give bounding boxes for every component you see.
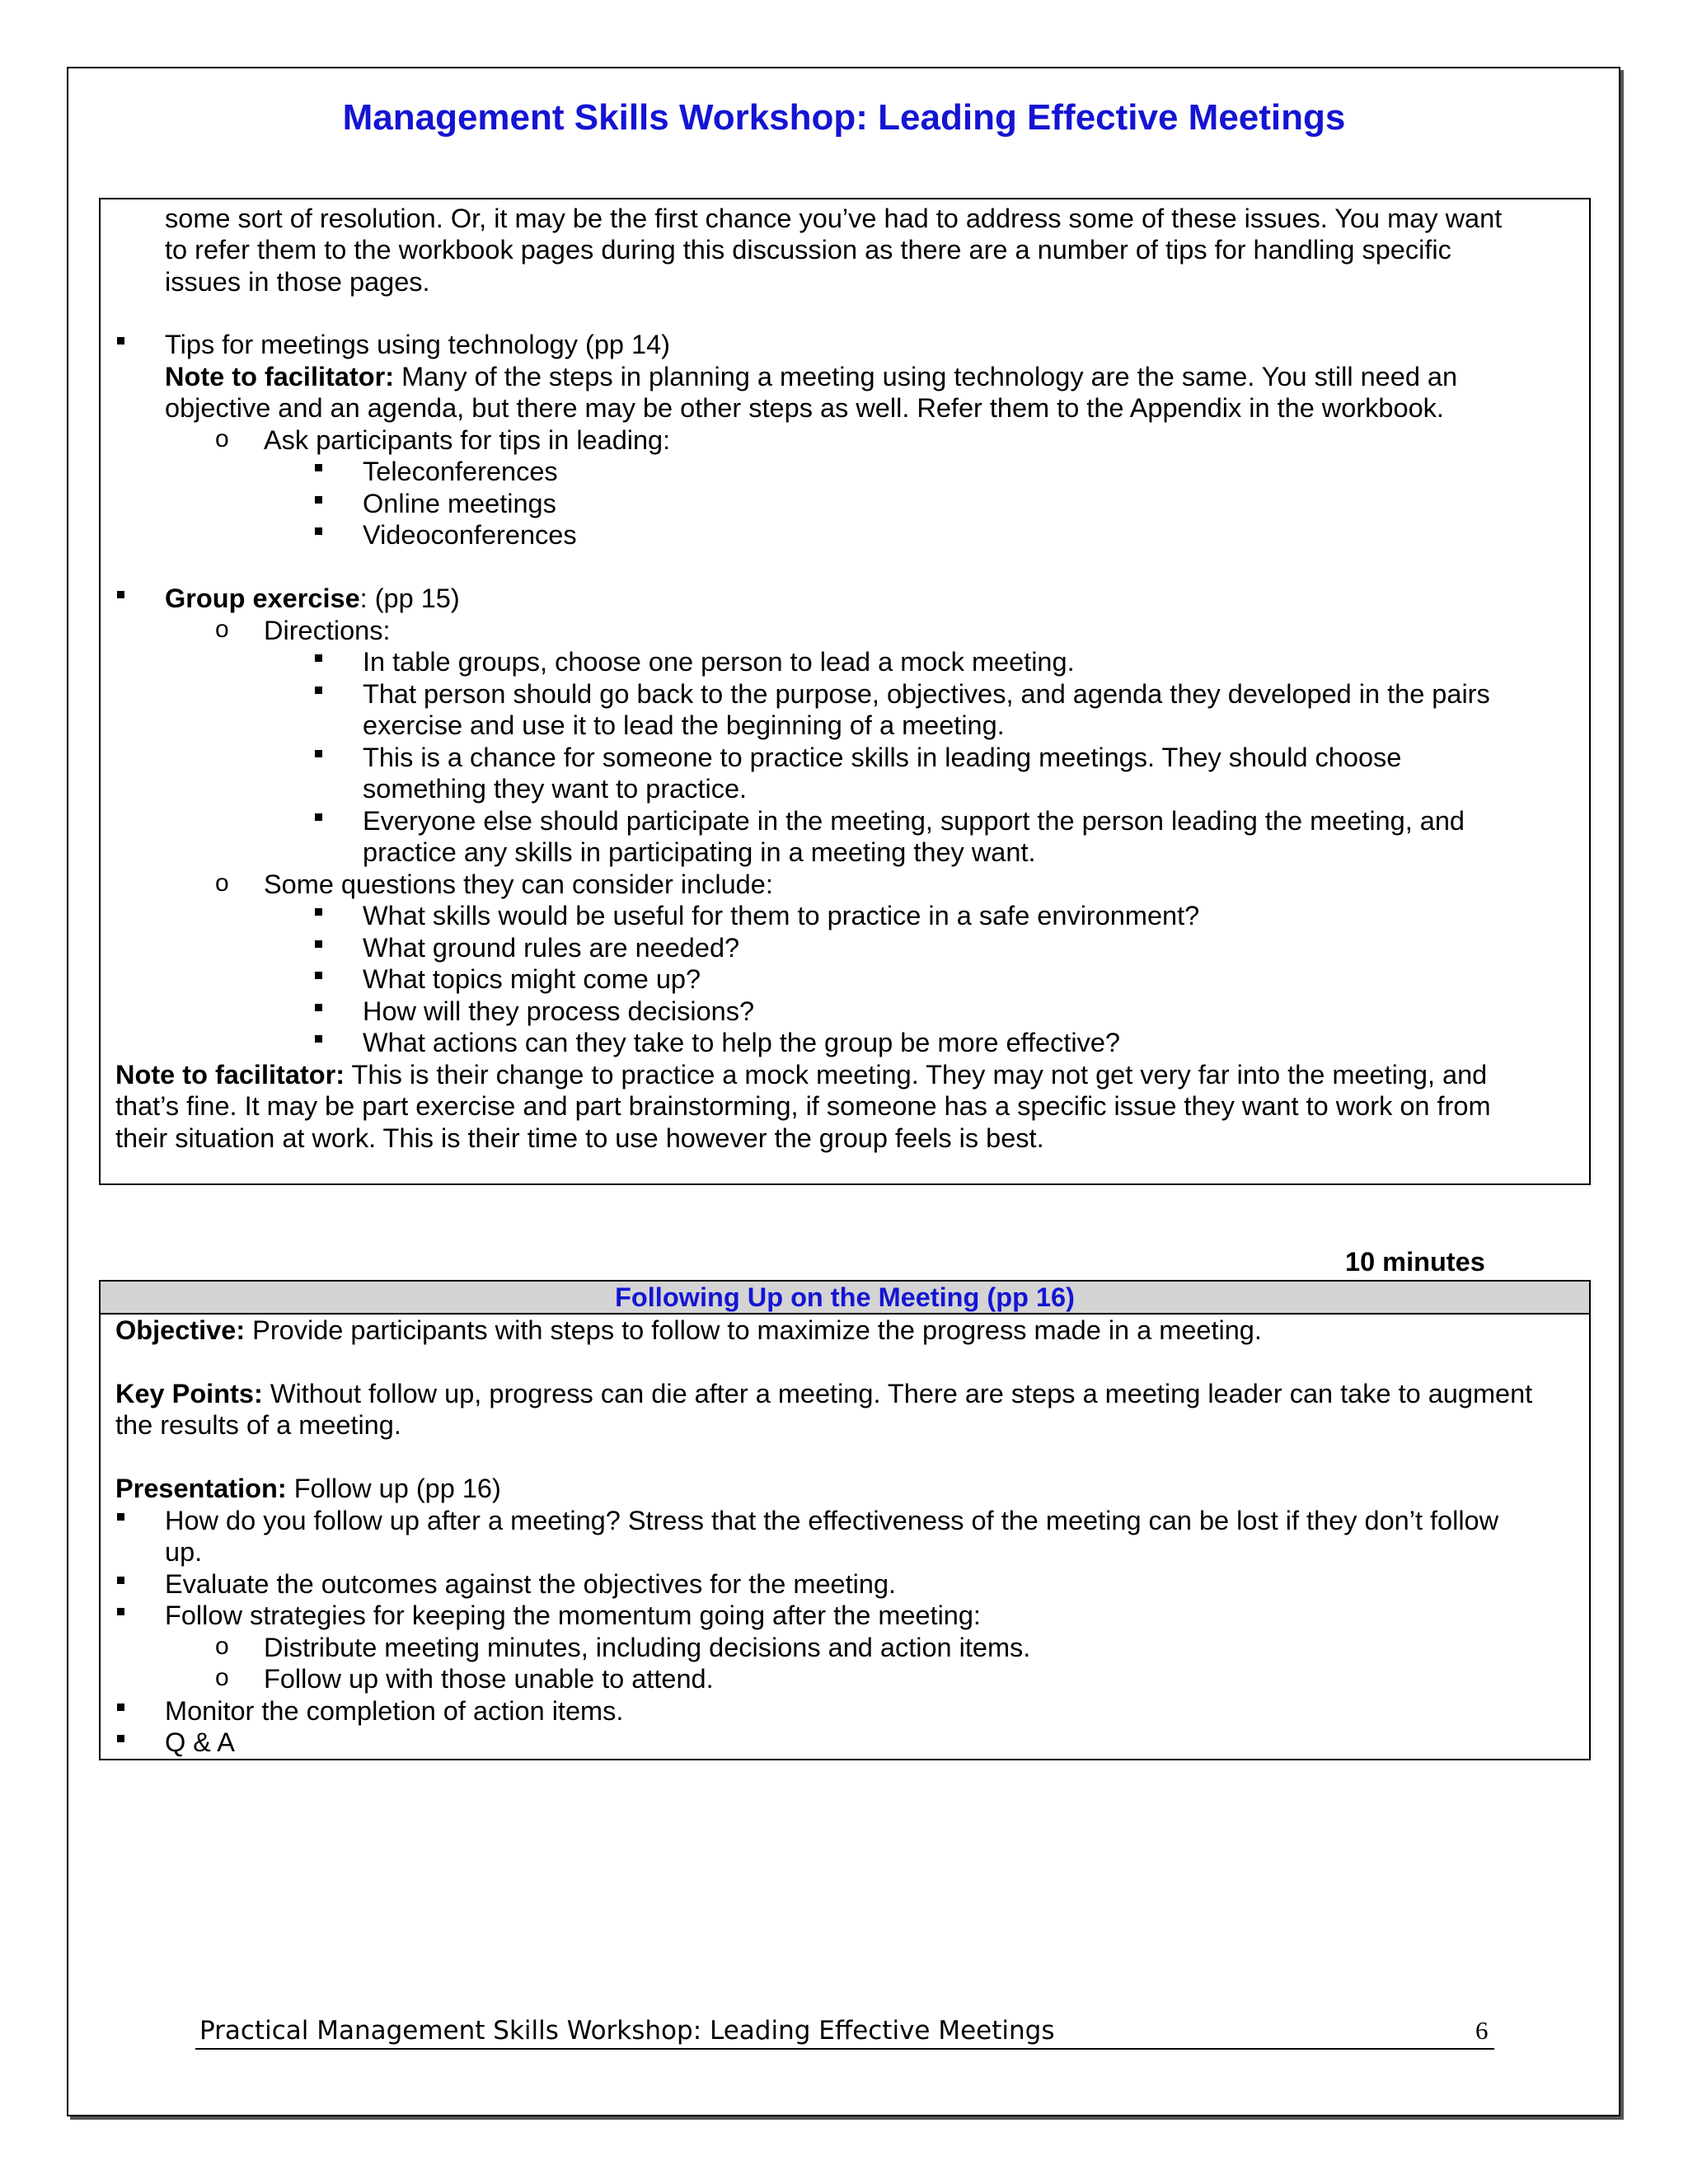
bullet-square-icon [315,464,322,471]
question-item: What topics might come up? [363,964,701,994]
question-item: What skills would be useful for them to practice in a safe environment? [363,901,1200,930]
section-heading: Following Up on the Meeting (pp 16) [101,1282,1589,1315]
bullet-circle-icon: o [215,616,229,643]
question-item: How will they process decisions? [363,996,755,1026]
continued-text-line: to refer them to the workbook pages during this discussion as there are a number of tips for handling specific [165,235,1451,265]
bullet-square-icon [315,654,322,662]
follow-up-bullet: How do you follow up after a meeting? Stress that the effectiveness of the meeting can be lost if they don’t follow [165,1506,1499,1535]
document-title: Management Skills Workshop: Leading Effective Meetings [342,97,1346,138]
bullet-square-icon [117,591,124,598]
note-label: Note to facilitator: [115,1060,345,1090]
final-note-line: that’s fine. It may be part exercise and part brainstorming, if someone has a specific issue they want to work on from [115,1091,1491,1121]
bullet-square-icon [117,1735,124,1742]
bullet-circle-icon: o [215,1633,229,1660]
direction-item-cont: something they want to practice. [363,774,748,804]
footer-rule [195,2048,1494,2050]
bullet-square-icon [315,972,322,979]
bullet-square-icon [117,1608,124,1615]
questions-label: Some questions they can consider include: [264,869,773,899]
bullet-square-icon [315,527,322,535]
follow-up-sub-item: Follow up with those unable to attend. [264,1664,714,1694]
direction-item-cont: exercise and use it to lead the beginning of a meeting. [363,710,1005,740]
tips-heading: Tips for meetings using technology (pp 14) [165,330,671,359]
tips-ask: Ask participants for tips in leading: [264,425,671,455]
key-points-label: Key Points: [115,1379,263,1408]
direction-item: Everyone else should participate in the meeting, support the person leading the meeting, and [363,806,1465,836]
tips-item: Videoconferences [363,520,577,550]
note-text: This is their change to practice a mock meeting. They may not get very far into the meeting, and [345,1060,1488,1090]
bullet-square-icon [117,1704,124,1711]
bullet-square-icon [315,750,322,757]
bullet-circle-icon: o [215,1664,229,1691]
bullet-square-icon [315,908,322,916]
bullet-square-icon [315,496,322,504]
follow-up-bullet: Q & A [165,1727,235,1757]
directions-label: Directions: [264,616,391,645]
note-text: Many of the steps in planning a meeting using technology are the same. You still need an [394,362,1458,391]
bullet-square-icon [315,1035,322,1043]
bullet-square-icon [117,1577,124,1584]
direction-item: This is a chance for someone to practice skills in leading meetings. They should choose [363,743,1402,772]
continued-text-line: some sort of resolution. Or, it may be the first chance you’ve had to address some of these issues. You may want [165,204,1503,233]
presentation-label: Presentation: [115,1474,287,1503]
question-item: What ground rules are needed? [363,933,740,963]
bullet-circle-icon: o [215,869,229,897]
follow-up-bullet: Monitor the completion of action items. [165,1696,624,1726]
group-exercise-label: Group exercise [165,583,360,613]
continued-text-line: issues in those pages. [165,267,430,297]
key-points-text: Without follow up, progress can die after a meeting. There are steps a meeting leader can take to augment [262,1379,1533,1408]
follow-up-bullet-cont: up. [165,1537,203,1567]
question-item: What actions can they take to help the group be more effective? [363,1028,1120,1057]
presentation-text: Follow up (pp 16) [286,1474,501,1503]
key-points-line-cont: the results of a meeting. [115,1410,401,1440]
tips-item: Teleconferences [363,457,558,486]
bullet-square-icon [117,1513,124,1521]
objective-line [115,1315,1262,1347]
follow-up-bullet: Evaluate the outcomes against the objectives for the meeting. [165,1569,897,1599]
objective-label: Objective: [115,1315,246,1345]
bullet-square-icon [315,813,322,821]
bullet-circle-icon: o [215,425,229,452]
note-label: Note to facilitator: [165,362,395,391]
bullet-square-icon [315,940,322,948]
bullet-square-icon [315,1004,322,1011]
session-content-box [99,198,1591,1185]
objective-text: Provide participants with steps to follow to maximize the progress made in a meeting. [245,1315,1262,1345]
bullet-square-icon [315,687,322,694]
direction-item: In table groups, choose one person to lead a mock meeting. [363,647,1075,677]
tips-item: Online meetings [363,489,556,518]
footer-title: Practical Management Skills Workshop: Leading Effective Meetings [199,2016,1055,2046]
tips-note [165,361,1457,393]
direction-item: That person should go back to the purpose, objectives, and agenda they developed in the pairs [363,679,1490,709]
direction-item-cont: practice any skills in participating in a meeting they want. [363,837,1036,867]
follow-up-bullet: Follow strategies for keeping the momentum going after the meeting: [165,1601,981,1630]
group-exercise-heading [165,583,460,615]
tips-note-line: objective and an agenda, but there may be other steps as well. Refer them to the Appendix in the workbook. [165,393,1444,423]
group-exercise-pages: : (pp 15) [359,583,460,613]
duration-label: 10 minutes [1345,1247,1485,1277]
key-points-line [115,1378,1532,1410]
presentation-line [115,1473,501,1505]
page-number: 6 [1475,2016,1489,2045]
final-note [115,1059,1487,1091]
follow-up-section-box [99,1280,1591,1760]
follow-up-sub-item: Distribute meeting minutes, including decisions and action items. [264,1633,1031,1662]
final-note-line: their situation at work. This is their time to use however the group feels is best. [115,1123,1044,1153]
bullet-square-icon [117,337,124,344]
